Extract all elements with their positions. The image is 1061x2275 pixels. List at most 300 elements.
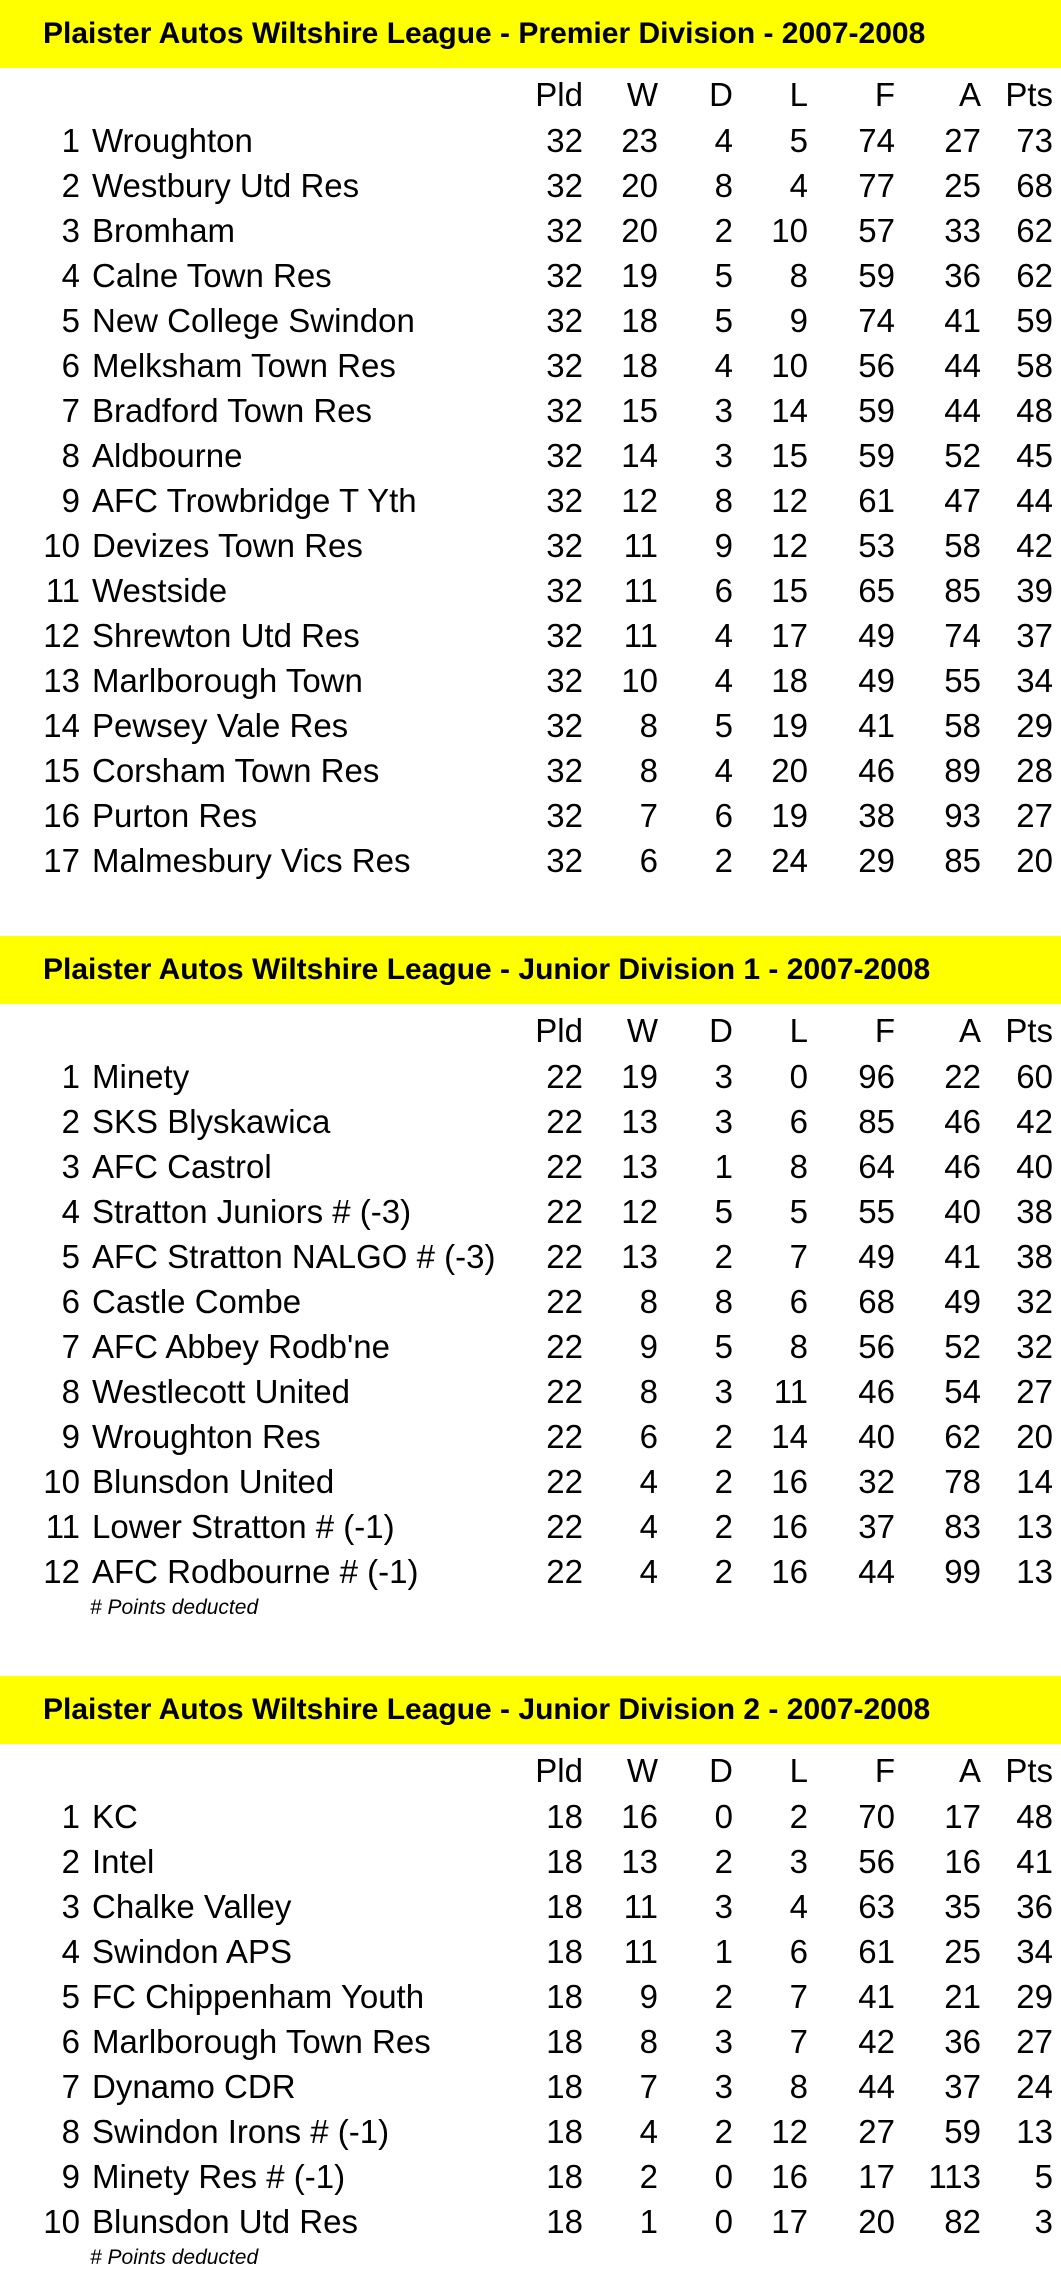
table-row — [0, 118, 1061, 163]
cell-l: 6 — [789, 1103, 808, 1140]
cell-pld: 18 — [546, 2068, 583, 2105]
cell-l: 11 — [773, 1373, 808, 1410]
cell-team: Purton Res — [92, 797, 258, 834]
cell-pts: 28 — [1016, 752, 1053, 789]
cell-pts: 62 — [1016, 212, 1053, 249]
cell-team: AFC Stratton NALGO # (-3) — [92, 1238, 496, 1275]
cell-d: 5 — [714, 1193, 733, 1230]
cell-team: Marlborough Town — [92, 662, 363, 699]
cell-pos: 5 — [61, 1978, 80, 2015]
cell-pts: 68 — [1016, 167, 1053, 204]
cell-pts: 38 — [1016, 1193, 1053, 1230]
cell-pts: 42 — [1016, 1103, 1053, 1140]
cell-d: 8 — [714, 167, 733, 204]
points-deducted-note: # Points deducted — [90, 2246, 259, 2269]
cell-pld: 22 — [546, 1553, 583, 1590]
cell-f: 64 — [858, 1148, 895, 1185]
cell-pos: 2 — [61, 1103, 80, 1140]
cell-d: 2 — [714, 842, 733, 879]
cell-f: 20 — [858, 2203, 895, 2240]
cell-f: 77 — [858, 167, 895, 204]
column-header-a: A — [958, 76, 981, 113]
cell-pos: 7 — [61, 2068, 80, 2105]
cell-team: Shrewton Utd Res — [92, 617, 360, 654]
cell-pos: 5 — [61, 1238, 80, 1275]
cell-d: 2 — [714, 1978, 733, 2015]
cell-team: Melksham Town Res — [92, 347, 396, 384]
cell-pos: 6 — [61, 2023, 80, 2060]
cell-pts: 48 — [1016, 1798, 1053, 1835]
cell-pos: 4 — [61, 257, 80, 294]
cell-f: 65 — [858, 572, 895, 609]
cell-a: 55 — [944, 662, 981, 699]
table-row — [0, 613, 1061, 658]
cell-f: 59 — [858, 257, 895, 294]
cell-pos: 10 — [43, 1463, 80, 1500]
cell-w: 23 — [621, 122, 658, 159]
cell-pld: 18 — [546, 2113, 583, 2150]
cell-pts: 29 — [1016, 1978, 1053, 2015]
cell-l: 12 — [771, 482, 808, 519]
cell-pos: 2 — [61, 167, 80, 204]
cell-pts: 73 — [1016, 122, 1053, 159]
cell-w: 8 — [639, 1373, 658, 1410]
cell-pld: 32 — [546, 797, 583, 834]
cell-pos: 1 — [61, 122, 80, 159]
cell-l: 18 — [771, 662, 808, 699]
cell-pos: 9 — [61, 1418, 80, 1455]
cell-w: 20 — [621, 212, 658, 249]
cell-l: 16 — [771, 1463, 808, 1500]
column-header-f: F — [874, 1752, 895, 1789]
cell-l: 10 — [771, 212, 808, 249]
cell-a: 54 — [944, 1373, 981, 1410]
cell-f: 61 — [858, 1933, 895, 1970]
cell-f: 59 — [858, 437, 895, 474]
cell-pos: 4 — [61, 1933, 80, 1970]
cell-pld: 32 — [546, 707, 583, 744]
table-row — [0, 1099, 1061, 1144]
cell-team: Corsham Town Res — [92, 752, 380, 789]
table-row — [0, 1189, 1061, 1234]
table-row — [0, 298, 1061, 343]
cell-team: Wroughton Res — [92, 1418, 321, 1455]
cell-pts: 39 — [1016, 572, 1053, 609]
cell-l: 16 — [771, 1508, 808, 1545]
cell-pos: 14 — [43, 707, 80, 744]
cell-d: 4 — [714, 752, 733, 789]
cell-pos: 8 — [61, 2113, 80, 2150]
column-header-a: A — [958, 1752, 981, 1789]
cell-a: 40 — [944, 1193, 981, 1230]
cell-a: 46 — [944, 1148, 981, 1185]
column-header-pld: Pld — [535, 1012, 583, 1049]
cell-d: 5 — [714, 1328, 733, 1365]
cell-l: 4 — [789, 1888, 808, 1925]
cell-d: 1 — [714, 1933, 733, 1970]
cell-d: 2 — [714, 1843, 733, 1880]
cell-w: 12 — [621, 1193, 658, 1230]
cell-pld: 22 — [546, 1328, 583, 1365]
cell-pld: 18 — [546, 1843, 583, 1880]
cell-f: 56 — [858, 1843, 895, 1880]
cell-pts: 27 — [1016, 1373, 1053, 1410]
cell-f: 37 — [858, 1508, 895, 1545]
cell-a: 58 — [944, 707, 981, 744]
cell-pos: 1 — [61, 1798, 80, 1835]
table-row — [0, 478, 1061, 523]
cell-w: 4 — [639, 1553, 658, 1590]
table-row — [0, 2199, 1061, 2244]
cell-w: 10 — [621, 662, 658, 699]
cell-l: 8 — [789, 1328, 808, 1365]
table-row — [0, 1839, 1061, 1884]
cell-w: 4 — [639, 2113, 658, 2150]
table-row — [0, 1929, 1061, 1974]
table-row — [0, 568, 1061, 613]
cell-pts: 40 — [1016, 1148, 1053, 1185]
table-row — [0, 433, 1061, 478]
cell-d: 4 — [714, 122, 733, 159]
cell-pos: 15 — [43, 752, 80, 789]
cell-d: 3 — [714, 1058, 733, 1095]
cell-pos: 10 — [43, 2203, 80, 2240]
cell-w: 11 — [623, 1888, 658, 1925]
cell-w: 1 — [639, 2203, 658, 2240]
cell-a: 74 — [944, 617, 981, 654]
cell-pld: 22 — [546, 1103, 583, 1140]
cell-f: 57 — [858, 212, 895, 249]
cell-team: AFC Castrol — [92, 1148, 272, 1185]
table-row — [0, 388, 1061, 433]
column-header-pts: Pts — [1005, 1752, 1053, 1789]
column-header-pld: Pld — [535, 76, 583, 113]
table-row — [0, 1974, 1061, 2019]
column-header-l: L — [789, 1012, 808, 1049]
cell-team: Intel — [92, 1843, 155, 1880]
cell-pld: 18 — [546, 1933, 583, 1970]
cell-d: 3 — [714, 1103, 733, 1140]
cell-pts: 37 — [1016, 617, 1053, 654]
cell-team: Minety Res # (-1) — [92, 2158, 346, 2195]
cell-f: 41 — [858, 707, 895, 744]
cell-l: 17 — [771, 617, 808, 654]
cell-l: 8 — [789, 1148, 808, 1185]
cell-d: 1 — [714, 1148, 733, 1185]
cell-team: Westside — [92, 572, 228, 609]
cell-pld: 32 — [546, 617, 583, 654]
cell-w: 11 — [623, 572, 658, 609]
table-row — [0, 2064, 1061, 2109]
cell-pos: 4 — [61, 1193, 80, 1230]
cell-a: 41 — [944, 1238, 981, 1275]
cell-f: 29 — [858, 842, 895, 879]
cell-l: 7 — [789, 1238, 808, 1275]
cell-pts: 32 — [1016, 1328, 1053, 1365]
cell-w: 18 — [621, 302, 658, 339]
cell-team: Blunsdon United — [92, 1463, 335, 1500]
cell-f: 55 — [858, 1193, 895, 1230]
points-deducted-note: # Points deducted — [90, 1596, 259, 1619]
cell-l: 19 — [771, 707, 808, 744]
cell-w: 9 — [639, 1978, 658, 2015]
cell-l: 12 — [771, 527, 808, 564]
table-row — [0, 1279, 1061, 1324]
cell-a: 93 — [944, 797, 981, 834]
cell-pld: 32 — [546, 527, 583, 564]
cell-f: 42 — [858, 2023, 895, 2060]
cell-pld: 32 — [546, 347, 583, 384]
table-row — [0, 658, 1061, 703]
cell-pld: 22 — [546, 1193, 583, 1230]
cell-a: 49 — [944, 1283, 981, 1320]
cell-d: 6 — [714, 572, 733, 609]
table-row — [0, 523, 1061, 568]
cell-pld: 32 — [546, 842, 583, 879]
cell-f: 41 — [858, 1978, 895, 2015]
cell-w: 8 — [639, 2023, 658, 2060]
cell-w: 11 — [623, 527, 658, 564]
cell-d: 2 — [714, 1508, 733, 1545]
cell-d: 6 — [714, 797, 733, 834]
cell-team: Bromham — [92, 212, 236, 249]
cell-pld: 32 — [546, 212, 583, 249]
cell-f: 68 — [858, 1283, 895, 1320]
cell-pos: 11 — [45, 1508, 80, 1545]
cell-a: 44 — [944, 347, 981, 384]
cell-team: New College Swindon — [92, 302, 415, 339]
cell-pld: 18 — [546, 1798, 583, 1835]
cell-team: Bradford Town Res — [92, 392, 373, 429]
cell-l: 4 — [789, 167, 808, 204]
cell-pts: 38 — [1016, 1238, 1053, 1275]
cell-pos: 16 — [43, 797, 80, 834]
table-row — [0, 793, 1061, 838]
table-row — [0, 1794, 1061, 1839]
cell-f: 63 — [858, 1888, 895, 1925]
cell-l: 7 — [789, 2023, 808, 2060]
cell-pos: 10 — [43, 527, 80, 564]
cell-w: 4 — [639, 1508, 658, 1545]
division-title: Plaister Autos Wiltshire League - Junior Division 1 - 2007-2008 — [0, 936, 1061, 1004]
cell-pos: 7 — [61, 392, 80, 429]
cell-team: AFC Rodbourne # (-1) — [92, 1553, 419, 1590]
cell-l: 15 — [771, 572, 808, 609]
cell-f: 44 — [858, 1553, 895, 1590]
cell-pts: 41 — [1016, 1843, 1053, 1880]
cell-pos: 8 — [61, 1373, 80, 1410]
cell-pld: 32 — [546, 572, 583, 609]
cell-l: 15 — [771, 437, 808, 474]
cell-team: Blunsdon Utd Res — [92, 2203, 358, 2240]
cell-d: 9 — [714, 527, 733, 564]
cell-f: 40 — [858, 1418, 895, 1455]
cell-a: 47 — [944, 482, 981, 519]
cell-l: 24 — [771, 842, 808, 879]
cell-pld: 18 — [546, 1888, 583, 1925]
cell-pts: 62 — [1016, 257, 1053, 294]
cell-w: 13 — [621, 1103, 658, 1140]
cell-l: 17 — [771, 2203, 808, 2240]
cell-a: 83 — [944, 1508, 981, 1545]
table-row — [0, 1414, 1061, 1459]
cell-w: 16 — [621, 1798, 658, 1835]
cell-w: 4 — [639, 1463, 658, 1500]
cell-pld: 32 — [546, 302, 583, 339]
cell-a: 21 — [944, 1978, 981, 2015]
cell-pos: 6 — [61, 1283, 80, 1320]
cell-a: 44 — [944, 392, 981, 429]
column-header-f: F — [874, 76, 895, 113]
cell-d: 2 — [714, 1463, 733, 1500]
cell-pld: 32 — [546, 392, 583, 429]
cell-f: 46 — [858, 752, 895, 789]
column-header-row — [0, 1748, 1061, 1793]
cell-w: 13 — [621, 1843, 658, 1880]
cell-f: 74 — [858, 302, 895, 339]
cell-d: 4 — [714, 662, 733, 699]
cell-a: 82 — [944, 2203, 981, 2240]
cell-a: 89 — [944, 752, 981, 789]
table-row — [0, 1144, 1061, 1189]
cell-pts: 36 — [1016, 1888, 1053, 1925]
cell-w: 8 — [639, 707, 658, 744]
cell-a: 37 — [944, 2068, 981, 2105]
cell-w: 8 — [639, 752, 658, 789]
cell-pos: 8 — [61, 437, 80, 474]
column-header-w: W — [626, 1752, 658, 1789]
cell-pos: 3 — [61, 1148, 80, 1185]
cell-a: 16 — [944, 1843, 981, 1880]
cell-d: 3 — [714, 2023, 733, 2060]
cell-w: 6 — [639, 1418, 658, 1455]
cell-l: 8 — [789, 2068, 808, 2105]
cell-team: Castle Combe — [92, 1283, 302, 1320]
cell-pts: 14 — [1016, 1463, 1053, 1500]
cell-a: 52 — [944, 437, 981, 474]
cell-d: 8 — [714, 482, 733, 519]
cell-f: 96 — [858, 1058, 895, 1095]
cell-a: 22 — [944, 1058, 981, 1095]
cell-pts: 44 — [1016, 482, 1053, 519]
column-header-l: L — [789, 1752, 808, 1789]
column-header-row — [0, 1008, 1061, 1053]
column-header-d: D — [709, 76, 733, 113]
cell-team: AFC Trowbridge T Yth — [92, 482, 417, 519]
table-row — [0, 1369, 1061, 1414]
cell-team: FC Chippenham Youth — [92, 1978, 425, 2015]
cell-pts: 27 — [1016, 2023, 1053, 2060]
cell-pts: 13 — [1016, 1553, 1053, 1590]
column-header-pts: Pts — [1005, 76, 1053, 113]
cell-f: 32 — [858, 1463, 895, 1500]
cell-a: 62 — [944, 1418, 981, 1455]
cell-team: Swindon APS — [92, 1933, 292, 1970]
cell-l: 14 — [771, 392, 808, 429]
cell-w: 13 — [621, 1148, 658, 1185]
cell-d: 4 — [714, 347, 733, 384]
cell-f: 85 — [858, 1103, 895, 1140]
cell-pld: 32 — [546, 482, 583, 519]
cell-l: 6 — [789, 1933, 808, 1970]
cell-pos: 11 — [45, 572, 80, 609]
cell-pos: 5 — [61, 302, 80, 339]
cell-pts: 20 — [1016, 1418, 1053, 1455]
column-header-l: L — [789, 76, 808, 113]
cell-pts: 34 — [1016, 662, 1053, 699]
cell-pld: 22 — [546, 1238, 583, 1275]
cell-f: 49 — [858, 662, 895, 699]
cell-pld: 22 — [546, 1058, 583, 1095]
cell-f: 38 — [858, 797, 895, 834]
table-row — [0, 208, 1061, 253]
cell-d: 3 — [714, 392, 733, 429]
cell-pts: 60 — [1016, 1058, 1053, 1095]
cell-a: 25 — [944, 1933, 981, 1970]
cell-f: 49 — [858, 617, 895, 654]
cell-d: 2 — [714, 1553, 733, 1590]
cell-pld: 18 — [546, 1978, 583, 2015]
cell-pts: 45 — [1016, 437, 1053, 474]
cell-d: 3 — [714, 2068, 733, 2105]
cell-team: Dynamo CDR — [92, 2068, 296, 2105]
cell-pts: 3 — [1034, 2203, 1053, 2240]
cell-pld: 32 — [546, 752, 583, 789]
cell-team: Westbury Utd Res — [92, 167, 360, 204]
cell-pld: 22 — [546, 1373, 583, 1410]
cell-w: 19 — [621, 1058, 658, 1095]
cell-a: 33 — [944, 212, 981, 249]
cell-pos: 12 — [43, 617, 80, 654]
cell-pld: 18 — [546, 2203, 583, 2240]
cell-a: 113 — [928, 2158, 981, 2195]
cell-pts: 29 — [1016, 707, 1053, 744]
cell-w: 7 — [639, 2068, 658, 2105]
column-header-w: W — [626, 1012, 658, 1049]
cell-w: 9 — [639, 1328, 658, 1365]
cell-l: 2 — [789, 1798, 808, 1835]
cell-team: Marlborough Town Res — [92, 2023, 431, 2060]
cell-pts: 58 — [1016, 347, 1053, 384]
cell-pts: 27 — [1016, 797, 1053, 834]
cell-pos: 9 — [61, 482, 80, 519]
cell-w: 11 — [623, 1933, 658, 1970]
cell-a: 52 — [944, 1328, 981, 1365]
table-row — [0, 703, 1061, 748]
cell-pld: 32 — [546, 257, 583, 294]
cell-pos: 7 — [61, 1328, 80, 1365]
cell-a: 85 — [944, 842, 981, 879]
cell-pld: 22 — [546, 1508, 583, 1545]
cell-l: 0 — [789, 1058, 808, 1095]
cell-w: 11 — [623, 617, 658, 654]
cell-pts: 32 — [1016, 1283, 1053, 1320]
cell-pld: 32 — [546, 437, 583, 474]
cell-pld: 22 — [546, 1463, 583, 1500]
cell-pts: 24 — [1016, 2068, 1053, 2105]
division-title: Plaister Autos Wiltshire League - Premier Division - 2007-2008 — [0, 0, 1061, 68]
column-header-w: W — [626, 76, 658, 113]
cell-pos: 9 — [61, 2158, 80, 2195]
table-row — [0, 2109, 1061, 2154]
cell-l: 7 — [789, 1978, 808, 2015]
cell-d: 5 — [714, 257, 733, 294]
cell-team: AFC Abbey Rodb'ne — [92, 1328, 390, 1365]
column-header-row — [0, 72, 1061, 117]
cell-d: 5 — [714, 707, 733, 744]
cell-d: 4 — [714, 617, 733, 654]
table-row — [0, 1234, 1061, 1279]
